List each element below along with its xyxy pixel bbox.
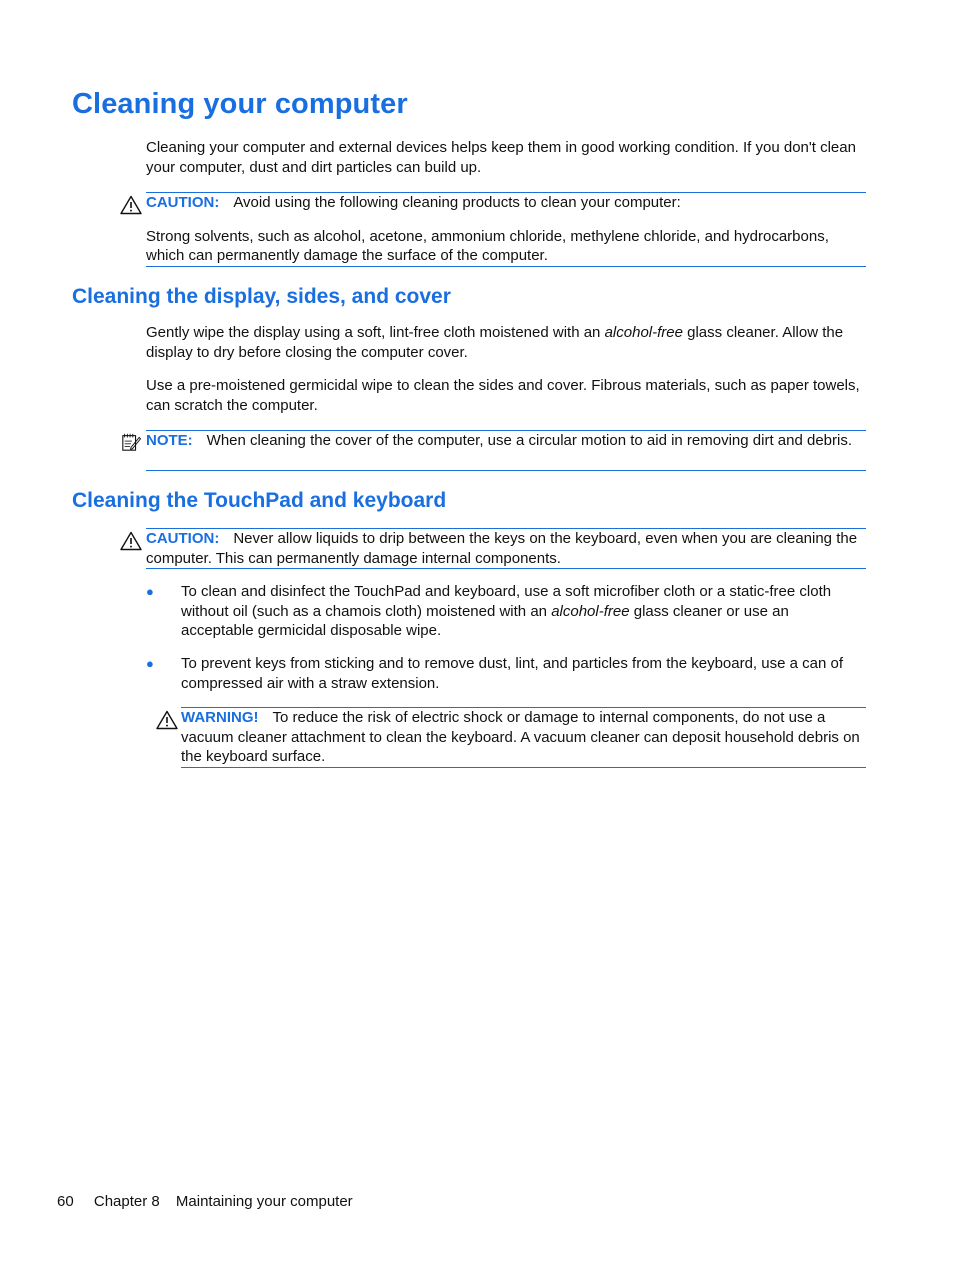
page-title: Cleaning your computer: [72, 88, 408, 120]
warning-label: WARNING!: [181, 709, 259, 726]
note-text: When cleaning the cover of the computer, use a circular motion to aid in removing dirt and debris.: [206, 432, 853, 449]
display-text-2: glass cleaner. Allow the display to dry before closing the computer cover.: [146, 324, 844, 361]
display-paragraph: [146, 323, 868, 362]
caution-label: CAUTION:: [146, 530, 220, 547]
chapter-label: Chapter 8: [93, 1193, 160, 1210]
warning-notice: [181, 707, 866, 768]
section-heading-touchpad: Cleaning the TouchPad and keyboard: [72, 489, 447, 512]
caution-notice: [146, 192, 866, 267]
warning-text: To reduce the risk of electric shock or damage to internal components, do not use a vacuum cleaner attachment to clean the keyboard. A vacuum cleaner can deposit household debris on the keyboard surface.: [181, 709, 860, 765]
bullet-icon: ●: [146, 656, 154, 671]
section-heading-display: Cleaning the display, sides, and cover: [72, 285, 451, 308]
caution-line: [146, 193, 866, 213]
bullet1-text-italic: alcohol-free: [551, 602, 630, 620]
warning-triangle-icon: [156, 710, 178, 730]
intro-paragraph: Cleaning your computer and external devices helps keep them in good working condition. If you don't clean your computer, dust and dirt particles can build up.: [146, 139, 856, 176]
bullet-item-disinfect: [181, 582, 861, 641]
sides-paragraph: Use a pre-moistened germicidal wipe to clean the sides and cover. Fibrous materials, such as paper towels, can scratch the computer.: [146, 377, 860, 414]
caution-text: Never allow liquids to drip between the keys on the keyboard, even when you are cleaning the computer. This can permanently damage internal components.: [146, 530, 858, 567]
caution-text: Avoid using the following cleaning products to clean your computer:: [233, 194, 681, 211]
page-number: 60: [57, 1193, 74, 1210]
bullet-icon: ●: [146, 584, 154, 599]
chapter-title: Maintaining your computer: [175, 1193, 353, 1210]
caution-keyboard-line: [146, 529, 866, 568]
bullet-item-compressed-air: To prevent keys from sticking and to remove dust, lint, and particles from the keyboard, use a can of compressed air with a straw extension.: [181, 655, 843, 692]
caution-detail: Strong solvents, such as alcohol, acetone, ammonium chloride, methylene chloride, and hydrocarbons, which can permanently damage the surface of the computer.: [146, 227, 829, 264]
warning-line: [181, 708, 866, 767]
caution-notice-keyboard: [146, 528, 866, 569]
warning-triangle-icon: [120, 195, 142, 215]
display-text-italic: alcohol-free: [604, 324, 683, 341]
page-footer: [57, 1192, 353, 1212]
bullet1-text-1: To clean and disinfect the TouchPad and keyboard, use a soft microfiber cloth or a static-free cloth without oil (such as a chamois cloth) moistened with an: [181, 583, 832, 620]
warning-triangle-icon: [120, 531, 142, 551]
note-pad-icon: [120, 432, 142, 452]
note-line: [146, 431, 866, 451]
note-label: NOTE:: [146, 432, 193, 449]
note-notice: [146, 430, 866, 471]
display-text-1: Gently wipe the display using a soft, lint-free cloth moistened with an: [146, 324, 605, 341]
bullet1-text-2: glass cleaner or use an acceptable germicidal disposable wipe.: [181, 602, 789, 639]
caution-label: CAUTION:: [146, 194, 220, 211]
